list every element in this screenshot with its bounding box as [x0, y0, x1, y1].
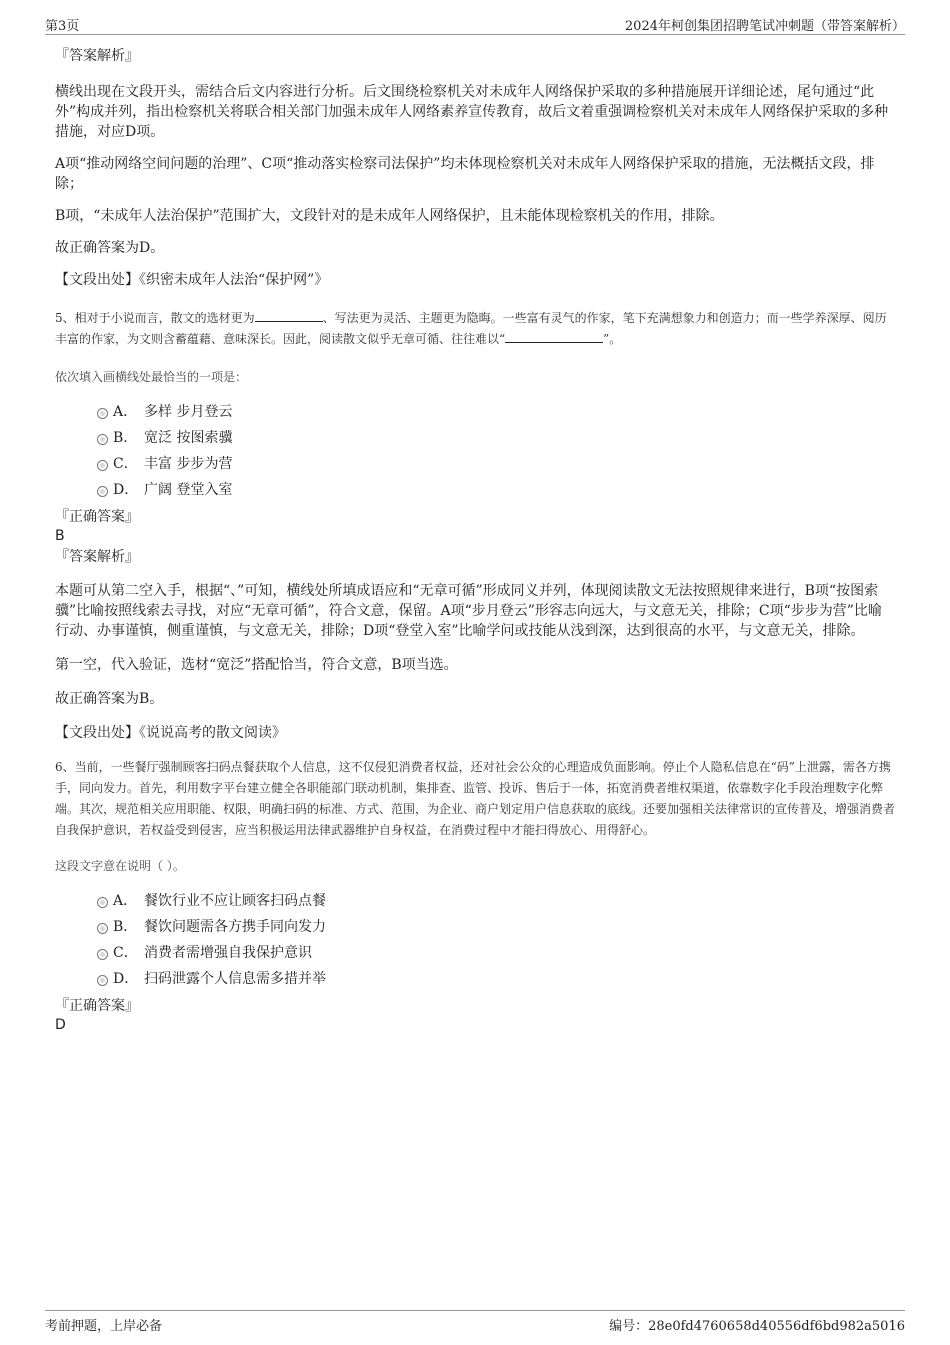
analysis-paragraph: A项“推动网络空间问题的治理”、C项“推动落实检察司法保护”均未体现检察机关对未成年人网络保护采取的措施，无法概括文段，排除； [55, 156, 875, 192]
option-c[interactable]: C． 消费者需增强自我保护意识 [55, 940, 895, 966]
correct-answer-label: 『正确答案』 [55, 509, 139, 525]
correct-answer-label: 『正确答案』 [55, 998, 139, 1014]
fill-blank [505, 330, 603, 343]
radio-icon[interactable] [97, 897, 108, 908]
correct-answer: D [55, 1017, 66, 1033]
analysis-conclusion: 故正确答案为D。 [55, 240, 165, 256]
source-citation: 【文段出处】《织密未成年人法治“保护网”》 [55, 272, 329, 288]
option-b[interactable]: B． 宽泛 按图索骥 [55, 425, 895, 451]
analysis-label: 『答案解析』 [55, 549, 139, 565]
option-d[interactable]: D． 扫码泄露个人信息需多措并举 [55, 966, 895, 992]
analysis-paragraph: B项，“未成年人法治保护”范围扩大，文段针对的是未成年人网络保护，且未能体现检察机关的作用，排除。 [55, 208, 724, 224]
radio-icon[interactable] [97, 923, 108, 934]
radio-icon[interactable] [97, 486, 108, 497]
footer-slogan: 考前押题，上岸必备 [45, 1319, 163, 1334]
analysis-label: 『答案解析』 [55, 48, 139, 64]
page-number: 第3页 [45, 19, 80, 34]
page-content [55, 44, 895, 1034]
radio-icon[interactable] [97, 460, 108, 471]
radio-icon[interactable] [97, 949, 108, 960]
analysis-paragraph: 第一空，代入验证，选材“宽泛”搭配恰当，符合文意，B项当选。 [55, 657, 458, 673]
question-6-text: 6、当前，一些餐厅强制顾客扫码点餐获取个人信息，这不仅侵犯消费者权益，还对社会公众的心理造成负面影响。停止个人隐私信息在“码”上泄露，需各方携手，同向发力。首先，利用数字平台建立健全各职能部门联动机制，集排查、监管、投诉、售后于一体，拓宽消费者维权渠道，依靠数字化手段治理数字化弊端。其次，规范相关应用职能、权限，明确扫码的标准、方式、范围，为企业、商户划定用户信息获取的底线。还要加强相关法律常识的宣传普及，增强消费者自我保护意识，若权益受到侵害，应当积极运用法律武器维护自身权益，在消费过程中才能扫得放心、用得舒心。 [55, 760, 896, 837]
radio-icon[interactable] [97, 408, 108, 419]
document-id: 编号：28e0fd4760658d40556df6bd982a5016 [609, 1319, 905, 1334]
source-citation: 【文段出处】《说说高考的散文阅读》 [55, 725, 286, 741]
analysis-conclusion: 故正确答案为B。 [55, 691, 164, 707]
question-5-options [55, 399, 895, 503]
radio-icon[interactable] [97, 434, 108, 445]
option-a[interactable]: A． 多样 步月登云 [55, 399, 895, 425]
question-5-prompt: 依次填入画横线处最恰当的一项是： [55, 370, 248, 384]
page-footer [45, 1310, 905, 1334]
question-6-options [55, 888, 895, 992]
page-header [45, 14, 905, 35]
document-title: 2024年柯创集团招聘笔试冲刺题（带答案解析） [624, 19, 905, 34]
option-a[interactable]: A． 餐饮行业不应让顾客扫码点餐 [55, 888, 895, 914]
question-5-text: 5、相对于小说而言，散文的选材更为 、写法更为灵活、主题更为隐晦。一些富有灵气的作家，笔下充满想象力和创造力；而一些学养深厚、阅历丰富的作家，为文则含蓄蕴藉、意味深长。因此，阅读散文似乎无章可循、往往难以“ ”。 [55, 311, 887, 346]
fill-blank [255, 309, 323, 322]
option-b[interactable]: B． 餐饮问题需各方携手同向发力 [55, 914, 895, 940]
question-6-prompt: 这段文字意在说明（ ）。 [55, 859, 185, 873]
radio-icon[interactable] [97, 975, 108, 986]
analysis-paragraph: 本题可从第二空入手，根据“、”可知，横线处所填成语应和“无章可循”形成同义并列，体现阅读散文无法按照规律来进行，B项“按图索骥”比喻按照线索去寻找，对应“无章可循”，符合文意，保留。A项“步月登云”形容志向远大，与文意无关，排除；C项“步步为营”比喻行动、办事谨慎，侧重谨慎，与文意无关，排除；D项“登堂入室”比喻学问或技能从浅到深，达到很高的水平，与文意无关，排除。 [55, 583, 882, 639]
correct-answer: B [55, 528, 65, 544]
analysis-paragraph: 横线出现在文段开头，需结合后文内容进行分析。后文围绕检察机关对未成年人网络保护采取的多种措施展开详细论述，尾句通过“此外”构成并列，指出检察机关将联合相关部门加强未成年人网络素养宣传教育，故后文着重强调检察机关对未成年人网络保护采取的多种措施，对应D项。 [55, 84, 889, 140]
option-d[interactable]: D． 广阔 登堂入室 [55, 477, 895, 503]
option-c[interactable]: C． 丰富 步步为营 [55, 451, 895, 477]
